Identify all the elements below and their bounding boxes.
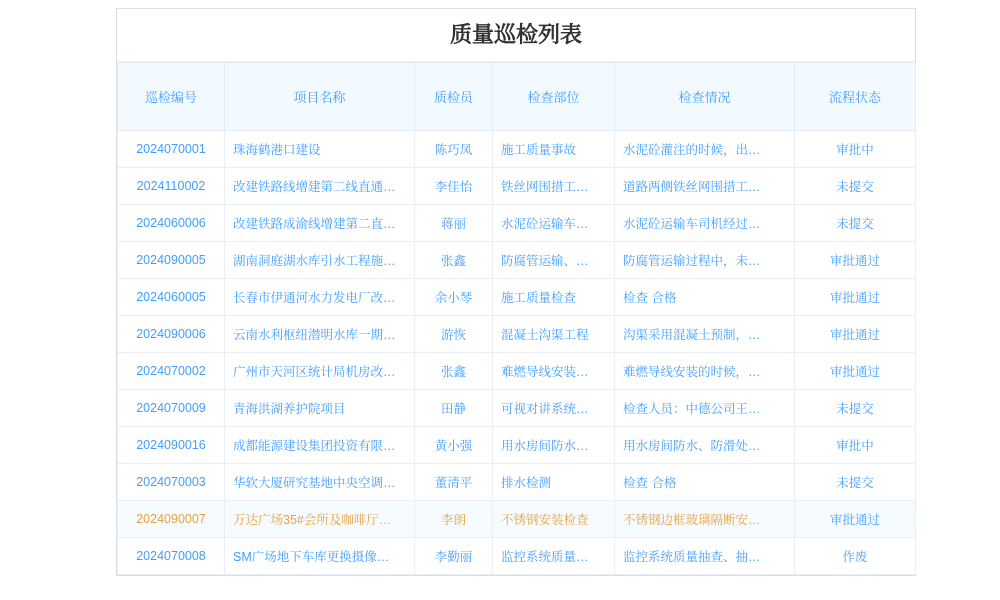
table-body — [118, 131, 916, 575]
table-header — [118, 63, 916, 131]
status-badge: 审批通过 — [795, 242, 916, 279]
cell-situation: 检查 合格 — [615, 464, 795, 501]
cell-code: 2024090016 — [118, 427, 225, 464]
quality-inspection-panel — [116, 8, 916, 576]
cell-code: 2024070002 — [118, 353, 225, 390]
cell-inspector: 余小琴 — [415, 279, 493, 316]
cell-situation: 监控系统质量抽查、抽… — [615, 538, 795, 575]
table-row[interactable] — [118, 131, 916, 168]
cell-project[interactable]: 湖南洞庭湖水库引水工程施… — [225, 242, 415, 279]
table-row[interactable] — [118, 464, 916, 501]
cell-code: 2024060005 — [118, 279, 225, 316]
status-badge: 未提交 — [795, 464, 916, 501]
status-badge: 审批通过 — [795, 279, 916, 316]
cell-situation: 水泥砼运输车司机经过… — [615, 205, 795, 242]
cell-project[interactable]: 云南水利枢纽潜明水库一期… — [225, 316, 415, 353]
cell-code: 2024070008 — [118, 538, 225, 575]
cell-part: 铁丝网围措工… — [493, 168, 615, 205]
cell-inspector: 田静 — [415, 390, 493, 427]
cell-part: 排水检测 — [493, 464, 615, 501]
cell-part: 监控系统质量… — [493, 538, 615, 575]
cell-inspector: 李朗 — [415, 501, 493, 538]
cell-code: 2024070003 — [118, 464, 225, 501]
cell-part: 防腐管运输、… — [493, 242, 615, 279]
table-row[interactable] — [118, 427, 916, 464]
column-header-part[interactable]: 检查部位 — [493, 63, 615, 131]
cell-part: 施工质量检查 — [493, 279, 615, 316]
cell-part: 施工质量事故 — [493, 131, 615, 168]
page-title: 质量巡检列表 — [117, 9, 915, 62]
cell-part: 用水房间防水… — [493, 427, 615, 464]
status-badge: 审批通过 — [795, 353, 916, 390]
cell-code: 2024070009 — [118, 390, 225, 427]
cell-project[interactable]: 广州市天河区统计局机房改… — [225, 353, 415, 390]
cell-project[interactable]: 改建铁路成渝线增建第二直… — [225, 205, 415, 242]
inspection-table — [117, 62, 916, 575]
cell-project[interactable]: 珠海鹤港口建设 — [225, 131, 415, 168]
cell-situation: 不锈钢边框玻璃隔断安… — [615, 501, 795, 538]
cell-inspector: 黄小强 — [415, 427, 493, 464]
cell-project[interactable]: SM广场地下车库更换摄像… — [225, 538, 415, 575]
cell-inspector: 蒋丽 — [415, 205, 493, 242]
table-header-row — [118, 63, 916, 131]
cell-code: 2024090006 — [118, 316, 225, 353]
cell-inspector: 李勤丽 — [415, 538, 493, 575]
column-header-code[interactable]: 巡检编号 — [118, 63, 225, 131]
table-row[interactable] — [118, 168, 916, 205]
cell-code: 2024060006 — [118, 205, 225, 242]
cell-inspector: 董清平 — [415, 464, 493, 501]
cell-project[interactable]: 成都能源建设集团投资有限… — [225, 427, 415, 464]
column-header-situation[interactable]: 检查情况 — [615, 63, 795, 131]
cell-situation: 用水房间防水、防滑处… — [615, 427, 795, 464]
cell-part: 不锈钢安装检查 — [493, 501, 615, 538]
column-header-project[interactable]: 项目名称 — [225, 63, 415, 131]
cell-code: 2024070001 — [118, 131, 225, 168]
cell-situation: 沟渠采用混凝土预制，… — [615, 316, 795, 353]
cell-code: 2024090005 — [118, 242, 225, 279]
cell-part: 混凝土沟渠工程 — [493, 316, 615, 353]
cell-situation: 检查 合格 — [615, 279, 795, 316]
table-row[interactable] — [118, 353, 916, 390]
cell-project[interactable]: 万达广场35#会所及咖啡厅… — [225, 501, 415, 538]
table-row[interactable] — [118, 205, 916, 242]
status-badge: 审批中 — [795, 427, 916, 464]
cell-part: 可视对讲系统… — [493, 390, 615, 427]
cell-inspector: 张鑫 — [415, 353, 493, 390]
status-badge: 审批中 — [795, 131, 916, 168]
cell-situation: 难燃导线安装的时候，… — [615, 353, 795, 390]
cell-project[interactable]: 改建铁路线增建第二线直通… — [225, 168, 415, 205]
table-row[interactable] — [118, 279, 916, 316]
cell-situation: 道路两侧铁丝网围措工… — [615, 168, 795, 205]
table-row[interactable] — [118, 316, 916, 353]
status-badge: 未提交 — [795, 205, 916, 242]
table-row[interactable] — [118, 242, 916, 279]
status-badge: 未提交 — [795, 390, 916, 427]
status-badge: 审批通过 — [795, 316, 916, 353]
cell-part: 难燃导线安装… — [493, 353, 615, 390]
cell-project[interactable]: 华软大厦研究基地中央空调… — [225, 464, 415, 501]
cell-code: 2024110002 — [118, 168, 225, 205]
cell-code: 2024090007 — [118, 501, 225, 538]
cell-situation: 水泥砼灌注的时候，出… — [615, 131, 795, 168]
cell-project[interactable]: 长春市伊通河水力发电厂改… — [225, 279, 415, 316]
table-row[interactable] — [118, 501, 916, 538]
cell-inspector: 游恢 — [415, 316, 493, 353]
table-row[interactable] — [118, 390, 916, 427]
status-badge: 审批通过 — [795, 501, 916, 538]
column-header-status[interactable]: 流程状态 — [795, 63, 916, 131]
cell-part: 水泥砼运输车… — [493, 205, 615, 242]
status-badge: 作废 — [795, 538, 916, 575]
table-row[interactable] — [118, 538, 916, 575]
cell-inspector: 张鑫 — [415, 242, 493, 279]
cell-inspector: 李佳怡 — [415, 168, 493, 205]
cell-inspector: 陈巧凤 — [415, 131, 493, 168]
cell-project[interactable]: 青海洪湖养护院项目 — [225, 390, 415, 427]
status-badge: 未提交 — [795, 168, 916, 205]
cell-situation: 检查人员：中德公司王… — [615, 390, 795, 427]
cell-situation: 防腐管运输过程中，未… — [615, 242, 795, 279]
column-header-inspector[interactable]: 质检员 — [415, 63, 493, 131]
